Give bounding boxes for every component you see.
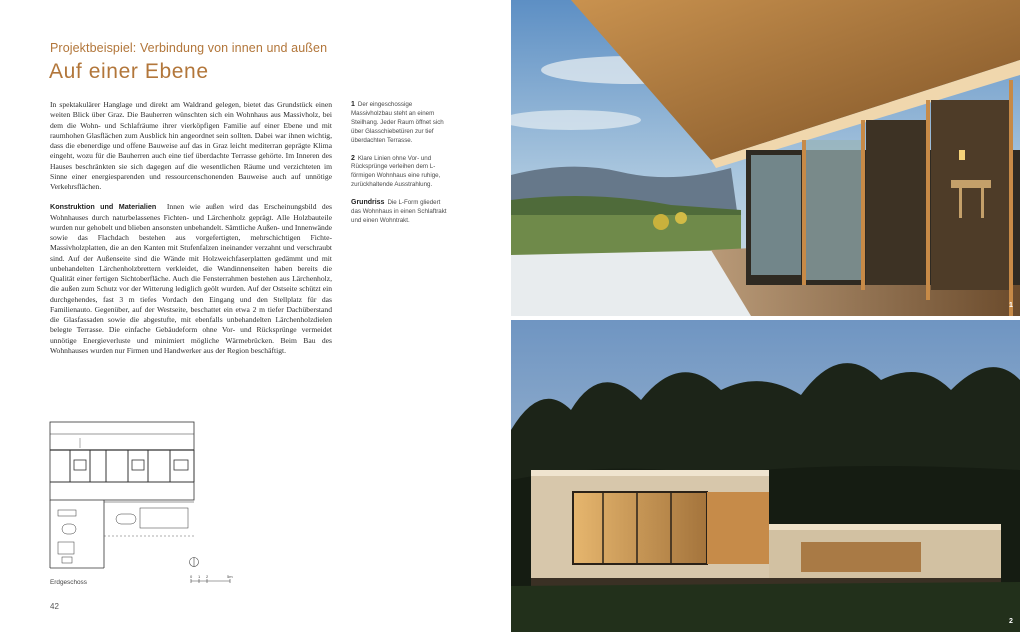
scale-bar	[190, 574, 238, 584]
caption-number: 2	[351, 154, 355, 162]
house-at-dusk-photo	[511, 320, 1020, 632]
floor-plan-label: Erdgeschoss	[50, 579, 87, 586]
caption-floorplan	[351, 199, 447, 226]
floor-plan	[48, 420, 198, 570]
caption-1	[351, 101, 447, 146]
caption-text: Der eingeschossige Massivholzbau steht an einem Steilhang. Jeder Raum öffnet sich über Glasschiebetüren zur tief überdachten Terrasse.	[351, 101, 444, 144]
caption-number: Grundriss	[351, 199, 385, 207]
scale-tick: 0	[190, 574, 193, 579]
caption-number: 1	[351, 101, 355, 108]
paragraph-intro: In spektakulärer Hanglage und direkt am Waldrand gelegen, bietet das Grundstück einen weiten Blick über Graz. Die Bauherren wünschten sich ein Wohnhaus aus Massivholz, bei dem die Wohn- und Schlafräume ihrer vierköpfigen Familie auf einer Ebene und mit raumhohen Glasflächen zum Ausblick hin angeordnet sein sollten. Dabei war ihnen wichtig, dass die ebenerdige und offene Bauweise auf das in Graz leicht mediterran geprägte Klima eingeht, wozu für die Bauherren auch eine tief überdachte Terrasse gehörte. Im Inneren des Hauses beschränkten sie sich dagegen auf die wesentlichen Räume und verzichteten im Sinne einer energiesparenden und ressourcenschonenden Bauweise auch auf unnötige Verkehrsflächen.	[50, 100, 332, 191]
terrace-view-photo	[511, 0, 1020, 316]
captions	[351, 101, 447, 235]
caption-text: Klare Linien ohne Vor- und Rücksprünge verleihen dem L-förmigen Wohnhaus eine ruhige, zurückhaltende Ausstrahlung.	[351, 154, 441, 189]
scale-tick: 2	[206, 574, 209, 579]
paragraph-construction	[50, 202, 332, 356]
body-text	[50, 100, 332, 356]
page-number: 42	[50, 602, 59, 611]
north-arrow-icon	[188, 556, 200, 568]
caption-2	[351, 155, 447, 191]
photo-number: 2	[1009, 618, 1013, 625]
photo-number: 1	[1009, 302, 1013, 309]
caption-text: Die L-Form gliedert das Wohnhaus in einen Schlaftrakt und einen Wohntrakt.	[351, 199, 447, 224]
section-kicker: Projektbeispiel: Verbindung von innen und außen	[50, 41, 328, 55]
subheading: Konstruktion und Materialien	[50, 202, 157, 212]
paragraph-construction-text: Innen wie außen wird das Erscheinungsbild des Wohnhauses durch naturbelassenes Fichten- und Lärchenholz geprägt. Alle Holzbauteile wurden nur gehobelt und blieben ansonsten unbehandelt. Sämtliche Außen- und Innenwände sowie das Flachdach bestehen aus vorgefertigten, mehrschichtigen Fichte-Massivholzplatten, die an den Kanten mit Stufenfalzen ineinander verzahnt und verschraubt sind. Auf der Außenseite sind die Wände mit Holzweichfaserplatten gedämmt und mit unbehandelten Lärchenholzbrettern verkleidet, die Wandinnenseiten haben bereits die Qualität einer fertigen Sichtoberfläche. Auch die Fensterrahmen bestehen aus Lärchenholz, die außen zum Schutz vor der Witterung lediglich geölt wurden. Auf der Ostseite schützt ein durchgehendes, fast 3 m tiefes Vordach den Eingang und den Stellplatz für das Familienauto. Gegenüber, auf der Westseite, beschattet ein etwa 2 m tiefer Dachüberstand die Glasfassaden sowie die abgestufte, mit ebenfalls unbehandelten Lärchenholzdielen belegte Terrasse. Die einfache Gebäudeform ohne Vor- und Rücksprünge vermeidet unnötige Energieverluste und minimiert mögliche Wärmebrücken. Beim Bau des Wohnhauses wurden nur Firmen und Handwerker aus der Region beschäftigt.	[50, 202, 333, 355]
scale-tick: 5m	[227, 574, 233, 579]
scale-tick: 1	[198, 574, 201, 579]
page-title: Auf einer Ebene	[49, 60, 209, 83]
